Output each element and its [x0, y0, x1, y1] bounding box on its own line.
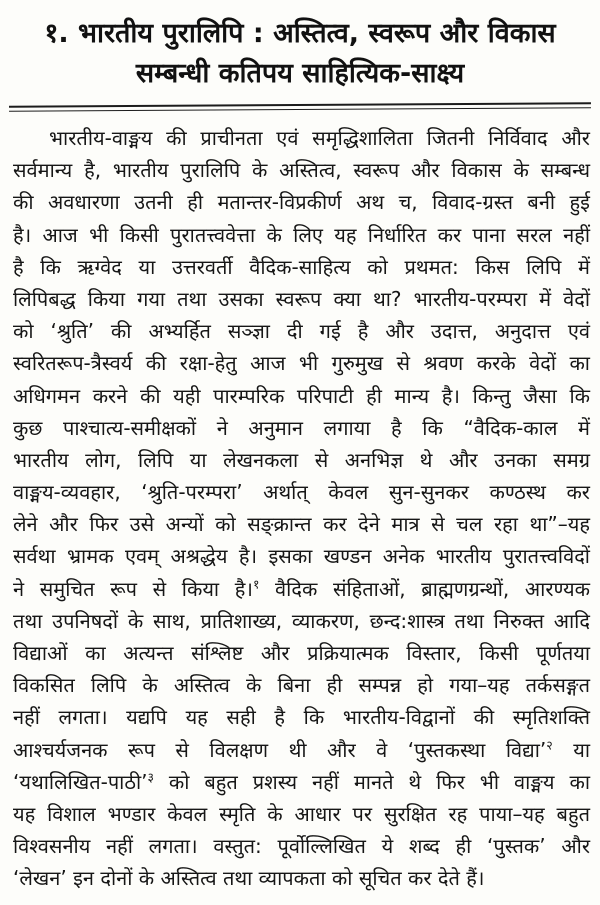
text-line: सर्वथा भ्रामक एवम् अश्रद्धेय है। इसका खण्डन अनेक भारतीय पुरातत्त्वविदों [13, 544, 590, 569]
text-line: सर्वमान्य है, भारतीय पुरालिपि के अस्तित्व, स्वरूप और विकास के सम्बन्ध [13, 158, 590, 183]
text-line: भारतीय-वाङ्मय की प्राचीनता एवं समृद्धिशालिता जितनी निर्विवाद और [49, 126, 590, 150]
text-line: तथा उपनिषदों के साथ, प्रातिशाख्य, व्याकरण, छन्द:शास्त्र तथा निरुक्त आदि [13, 608, 590, 633]
body-paragraph [0, 122, 600, 895]
text-line: लिपिबद्ध किया गया तथा उसका स्वरूप क्या था? भारतीय-परम्परा में वेदों [13, 286, 590, 311]
text-line: है कि ऋग्वेद या उत्तरवर्ती वैदिक-साहित्य को प्रथमत: किस लिपि में [13, 254, 590, 279]
text-line: है। आज भी किसी पुरातत्त्ववेत्ता के लिए यह निर्धारित कर पाना सरल नहीं [13, 222, 590, 247]
text-line: विद्याओं का अत्यन्त संश्लिष्ट और प्रक्रियात्मक विस्तार, किसी पूर्णतया [13, 641, 590, 665]
chapter-title-line2: सम्बन्धी कतिपय साहित्यिक-साक्ष्य [135, 58, 465, 89]
text-line: भारतीय लोग, लिपि या लेखनकला से अनभिज्ञ थे और उनका समग्र [13, 447, 590, 472]
text-line: स्वरितरूप-त्रैस्वर्य की रक्षा-हेतु आज भी गुरुमुख से श्रवण करके वेदों का [13, 351, 590, 376]
text-line: को ‘श्रुति’ की अभ्यर्हित सञ्ज्ञा दी गई है और उदात्त, अनुदात्त एवं [13, 319, 590, 344]
text-line: ‘यथालिखित-पाठी’$^३$ को बहुत प्रशस्य नहीं मानते थे फिर भी वाङ्मय का [13, 769, 590, 794]
text-line: वाङ्मय-व्यवहार, ‘श्रुति-परम्परा’ अर्थात् केवल सुन-सुनकर कण्ठस्थ कर [13, 480, 590, 505]
chapter-title-line1: १. भारतीय पुरालिपि : अस्तित्व, स्वरूप और विकास [44, 18, 556, 49]
text-line: कुछ पाश्चात्य-समीक्षकों ने अनुमान लगाया है कि “वैदिक-काल में [13, 415, 590, 440]
text-line: ने समुचित रूप से किया है।$^१$ वैदिक संहिताओं, ब्राह्मणग्रन्थों, आरण्यक [13, 575, 590, 601]
text-line: ‘लेखन’ इन दोनों के अस्तित्व तथा व्यापकता को सूचित कर देते हैं। [13, 866, 485, 891]
text-line: की अवधारणा उतनी ही मतान्तर-विप्रकीर्ण अथ च, विवाद-ग्रस्त बनी हुई [13, 190, 590, 215]
double-rule-divider [9, 102, 591, 112]
text-line: नहीं लगता। यद्यपि यह सही है कि भारतीय-विद्वानों की स्मृतिशक्ति [13, 705, 590, 730]
text-line: विश्वसनीय नहीं लगता। वस्तुत: पूर्वोल्लिखित ये शब्द ही ‘पुस्तक’ और [13, 834, 590, 859]
text-line: लेने और फिर उसे अन्यों को सङ्क्रान्त कर देने मात्र से चल रहा था”–यह [13, 512, 590, 537]
text-line: अधिगमन करने की यही पारम्परिक परिपाटी ही मान्य है। किन्तु जैसा कि [13, 383, 590, 408]
text-line: आश्चर्यजनक रूप से विलक्षण थी और वे ‘पुस्तकस्था विद्या’$^२$ या [13, 736, 591, 762]
chapter-title [0, 0, 600, 94]
text-line: विकसित लिपि के अस्तित्व के बिना ही सम्पन्न हो गया–यह तर्कसङ्गत [13, 673, 590, 698]
text-line: यह विशाल भण्डार केवल स्मृति के आधार पर सुरक्षित रह पाया–यह बहुत [13, 801, 590, 826]
